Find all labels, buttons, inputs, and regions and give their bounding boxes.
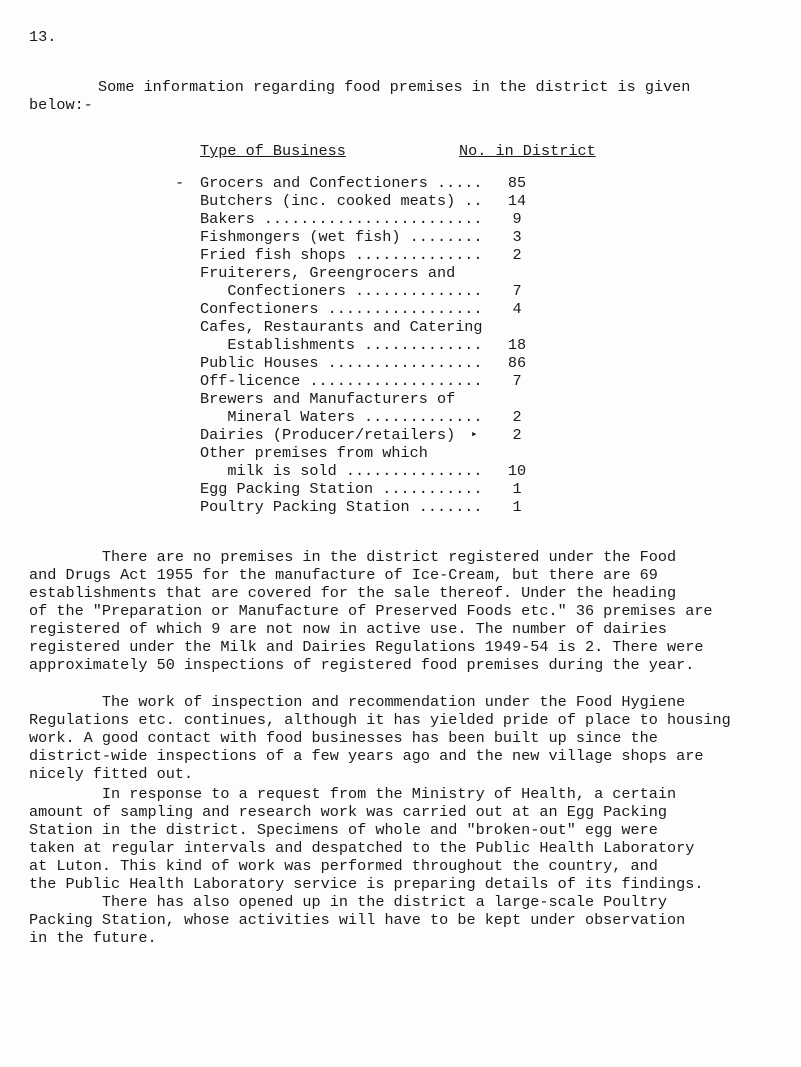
row-label: Butchers (inc. cooked meats) .. [200,192,483,210]
paragraph-poultry-station [29,893,769,947]
paragraph-line: nicely fitted out. [29,765,194,783]
row-label: Confectioners ................. [200,300,483,318]
paragraph-line: taken at regular intervals and despatched to the Public Health Laboratory [29,839,695,857]
row-value: 85 [507,174,527,192]
row-value: 2 [512,246,522,264]
row-label: Off-licence ................... [200,372,483,390]
paragraph-egg-sampling [29,785,769,893]
row-label: Fried fish shops .............. [200,246,483,264]
row-value: 4 [512,300,522,318]
table-row [200,192,620,210]
row-label: Public Houses ................. [200,354,483,372]
table-row [200,426,620,444]
table-row [200,498,620,516]
paragraph-line: and Drugs Act 1955 for the manufacture of Ice-Cream, but there are 69 [29,566,658,584]
row-value: 1 [512,480,522,498]
paragraph-line: the Public Health Laboratory service is preparing details of its findings. [29,875,704,893]
row-label: Bakers ........................ [200,210,483,228]
row-label: Other premises from which [200,444,428,462]
table-row [200,354,620,372]
paragraph-line: Packing Station, whose activities will have to be kept under observation [29,911,686,929]
table-row [200,246,620,264]
row-label: Brewers and Manufacturers of [200,390,456,408]
row-label: Egg Packing Station ........... [200,480,483,498]
row-value: 2 [512,408,522,426]
column-header-number: No. in District [459,142,596,160]
table-row [200,408,620,426]
paragraph-line: Regulations etc. continues, although it has yielded pride of place to housing [29,711,731,729]
row-value: 18 [507,336,527,354]
row-label: Mineral Waters ............. [200,408,483,426]
paragraph-line: amount of sampling and research work was carried out at an Egg Packing [29,803,667,821]
table-row [200,300,620,318]
row-value: 86 [507,354,527,372]
row-value: 14 [507,192,527,210]
table-row [200,390,620,408]
paragraph-line: establishments that are covered for the sale thereof. Under the heading [29,584,677,602]
column-header-type: Type of Business [200,142,346,160]
row-label: Fishmongers (wet fish) ........ [200,228,483,246]
intro-line-2: below:- [29,96,93,114]
paragraph-line: There has also opened up in the district a large-scale Poultry [29,893,667,911]
paragraph-line: The work of inspection and recommendation under the Food Hygiene [29,693,686,711]
table-row [200,444,620,462]
table-row [200,336,620,354]
paragraph-line: registered under the Milk and Dairies Regulations 1949-54 is 2. There were [29,638,704,656]
paragraph-line: in the future. [29,929,157,947]
paragraph-line: of the "Preparation or Manufacture of Preserved Foods etc." 36 premises are [29,602,713,620]
row-value: 9 [512,210,522,228]
intro-line-1: Some information regarding food premises in the district is given [98,78,691,96]
paragraph-line: Station in the district. Specimens of whole and "broken-out" egg were [29,821,658,839]
table-row [200,174,620,192]
paragraph-line: at Luton. This kind of work was performed throughout the country, and [29,857,658,875]
row-value: 7 [512,372,522,390]
table-row [200,210,620,228]
row-value: 1 [512,498,522,516]
table-row [200,264,620,282]
row-label: Dairies (Producer/retailers) [200,426,456,444]
intro-text [29,78,759,114]
paragraph-line: There are no premises in the district registered under the Food [29,548,677,566]
table-row [200,282,620,300]
paragraph-line: district-wide inspections of a few years ago and the new village shops are [29,747,704,765]
premises-table [200,174,620,516]
row-label: Grocers and Confectioners ..... [200,174,483,192]
row-label: milk is sold ............... [200,462,483,480]
table-row [200,372,620,390]
table-row [200,228,620,246]
paragraph-line: In response to a request from the Ministry of Health, a certain [29,785,677,803]
paragraph-line: registered of which 9 are not now in active use. The number of dairies [29,620,667,638]
row-label: Poultry Packing Station ....... [200,498,483,516]
row-value: 7 [512,282,522,300]
margin-dash: - [175,174,185,192]
row-label: Cafes, Restaurants and Catering [200,318,483,336]
row-label: Confectioners .............. [200,282,483,300]
page-number: 13. [29,28,57,46]
table-row [200,480,620,498]
table-row [200,318,620,336]
paragraph-line: work. A good contact with food businesses has been built up since the [29,729,658,747]
row-value: 3 [512,228,522,246]
row-value: 2 [512,426,522,444]
paragraph-line: approximately 50 inspections of registered food premises during the year. [29,656,695,674]
stray-mark: ▸ [471,429,478,441]
paragraph-ice-cream [29,548,769,674]
row-label: Fruiterers, Greengrocers and [200,264,456,282]
row-value: 10 [507,462,527,480]
row-label: Establishments ............. [200,336,483,354]
paragraph-food-hygiene [29,693,769,783]
table-row [200,462,620,480]
